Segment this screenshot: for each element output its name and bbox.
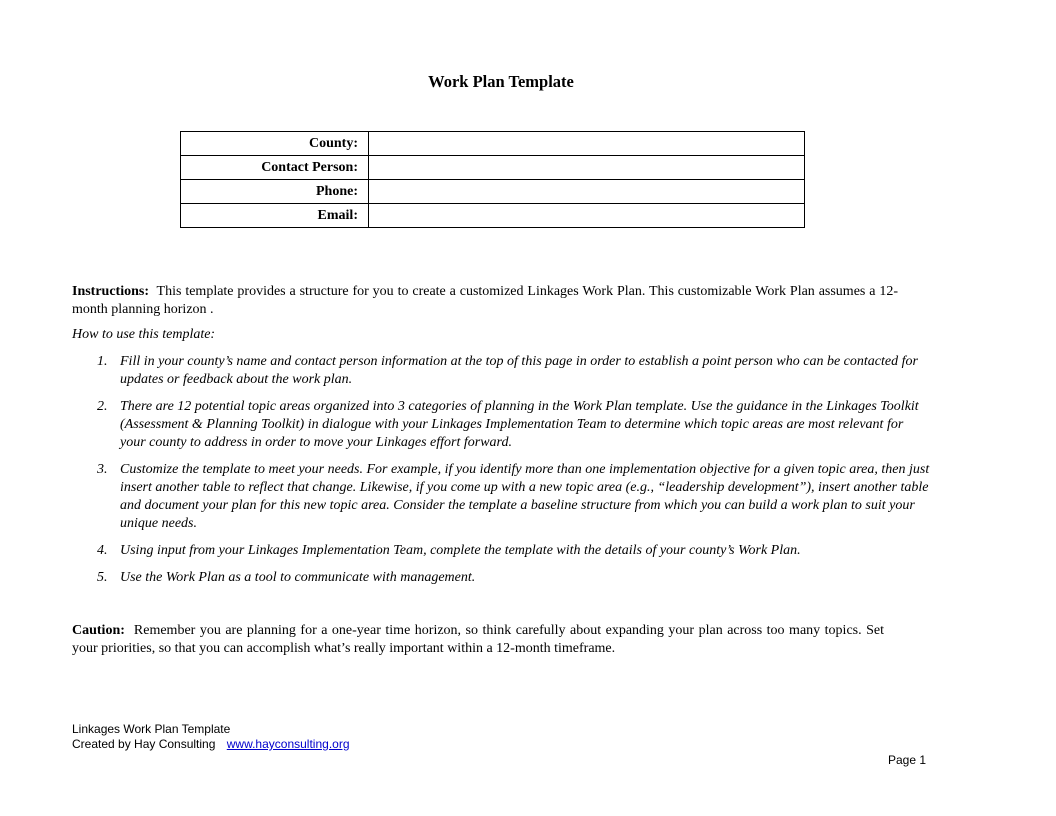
contact-info-table bbox=[180, 131, 805, 228]
page-title: Work Plan Template bbox=[428, 72, 574, 91]
step-text: Fill in your county’s name and contact person information at the top of this page in order to establish a point person who can be contacted for updates or feedback about the work plan. bbox=[120, 354, 918, 387]
list-item bbox=[72, 542, 932, 560]
phone-field[interactable] bbox=[369, 180, 805, 204]
table-row bbox=[181, 180, 805, 204]
how-to-heading: How to use this template: bbox=[72, 327, 216, 342]
contact-person-field[interactable] bbox=[369, 156, 805, 180]
how-to-steps bbox=[72, 353, 932, 596]
footer bbox=[72, 722, 350, 752]
step-text: There are 12 potential topic areas organized into 3 categories of planning in the Work Plan template. Use the guidance in the Linkages Toolkit (Assessment & Planning Toolkit) in dialogue with your Linkages Implementation Team to determine which topic areas are most relevant for your county to address in order to move your Linkages effort forward. bbox=[120, 399, 919, 450]
step-text: Using input from your Linkages Implementation Team, complete the template with the details of your county’s Work Plan. bbox=[120, 543, 801, 558]
footer-credit bbox=[72, 737, 350, 752]
list-item bbox=[72, 353, 932, 389]
instructions-text: This template provides a structure for you to create a customized Linkages Work Plan. This customizable Work Plan assumes a 12-month planning horizon . bbox=[72, 284, 899, 317]
step-number: 3. bbox=[97, 462, 108, 477]
instructions-label: Instructions: bbox=[72, 284, 150, 299]
county-label: County: bbox=[181, 132, 369, 156]
email-field[interactable] bbox=[369, 204, 805, 228]
table-row bbox=[181, 156, 805, 180]
phone-label: Phone: bbox=[181, 180, 369, 204]
email-label: Email: bbox=[181, 204, 369, 228]
county-field[interactable] bbox=[369, 132, 805, 156]
step-number: 4. bbox=[97, 543, 108, 558]
list-item bbox=[72, 398, 932, 452]
caution-text: Remember you are planning for a one-year time horizon, so think carefully about expanding your plan across too many topics. Set your priorities, so that you can accomplish what’s really important within a 12-month timeframe. bbox=[72, 623, 884, 656]
table-row bbox=[181, 204, 805, 228]
caution-paragraph bbox=[72, 622, 884, 657]
footer-created-by: Created by Hay Consulting bbox=[72, 737, 216, 751]
step-number: 1. bbox=[97, 354, 108, 369]
page-number: Page 1 bbox=[888, 753, 927, 767]
table-row bbox=[181, 132, 805, 156]
step-number: 2. bbox=[97, 399, 108, 414]
step-text: Use the Work Plan as a tool to communicate with management. bbox=[120, 570, 476, 585]
list-item bbox=[72, 461, 932, 533]
caution-label: Caution: bbox=[72, 623, 125, 638]
step-text: Customize the template to meet your needs. For example, if you identify more than one implementation objective for a given topic area, then just insert another table to reflect that change. Likewise, if you come up with a new topic area (e.g., “leadership development”), insert another table and document your plan for this new topic area. Consider the template a baseline structure from which you can build a work plan to suit your unique needs. bbox=[120, 462, 930, 531]
instructions-paragraph bbox=[72, 283, 898, 318]
step-number: 5. bbox=[97, 570, 108, 585]
footer-doc-title: Linkages Work Plan Template bbox=[72, 722, 231, 736]
contact-person-label: Contact Person: bbox=[181, 156, 369, 180]
hayconsulting-link[interactable]: www.hayconsulting.org bbox=[226, 737, 350, 751]
list-item bbox=[72, 569, 932, 587]
